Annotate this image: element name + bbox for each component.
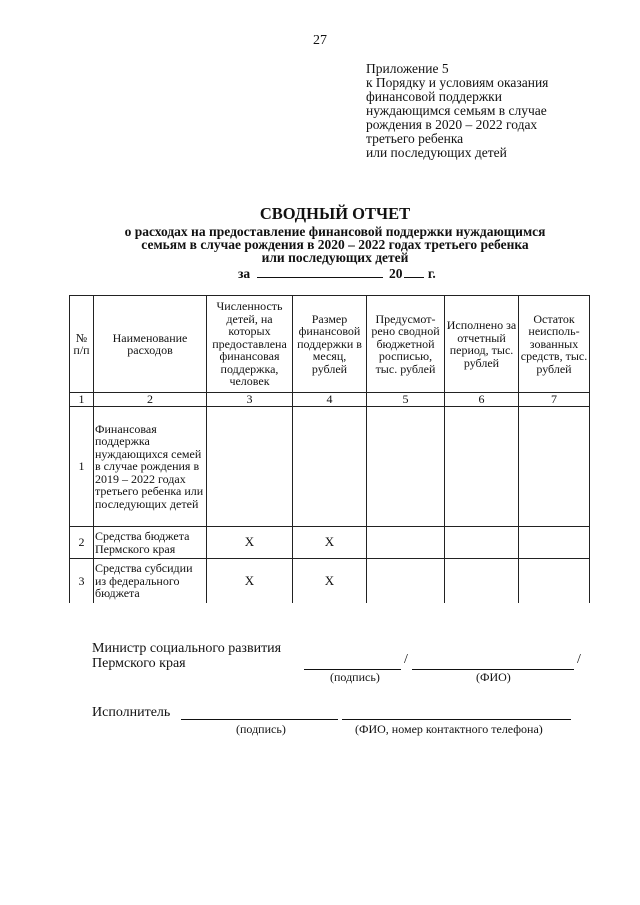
cell-remainder[interactable]: [519, 527, 590, 559]
cell-support-amount[interactable]: X: [293, 559, 367, 603]
row-number: 1: [70, 407, 94, 527]
column-number: 6: [445, 393, 519, 407]
appendix-line: рождения в 2020 – 2022 годах: [366, 117, 538, 132]
header-cell: Численность детей, на которых предоставлена финансовая поддержка, человек: [207, 296, 293, 393]
header-cell: Предусмот-рено сводной бюджетной росписью, тыс. рублей: [367, 296, 445, 393]
separator-slash: /: [404, 652, 408, 667]
minister-signature-line[interactable]: [304, 655, 401, 670]
report-period: [238, 265, 436, 282]
appendix-line: финансовой поддержки: [366, 89, 502, 104]
cell-children-count[interactable]: X: [207, 559, 293, 603]
executor-signature-line[interactable]: [181, 705, 338, 720]
row-name: Финансовая поддержка нуждающихся семей в случае рождения в 2019 – 2022 годах третьего ребенка или последующих детей: [94, 407, 207, 527]
cell-support-amount[interactable]: [293, 407, 367, 527]
minister-fio-line[interactable]: [412, 655, 574, 670]
header-cell: Наименование расходов: [94, 296, 207, 393]
row-number: 3: [70, 559, 94, 603]
subtitle-line: о расходах на предоставление финансовой поддержки нуждающимся: [124, 224, 546, 239]
row-name: Средства субсидии из федерального бюджета: [94, 559, 207, 603]
cell-budget-planned[interactable]: [367, 559, 445, 603]
cell-remainder[interactable]: [519, 407, 590, 527]
appendix-line: или последующих детей: [366, 145, 507, 160]
minister-fio-label: (ФИО): [476, 670, 511, 684]
executor-label: Исполнитель: [92, 705, 171, 720]
period-year-prefix: 20: [388, 266, 403, 281]
table-header-row: [70, 296, 590, 393]
subtitle-line: или последующих детей: [261, 250, 409, 265]
row-number: 2: [70, 527, 94, 559]
separator-slash: /: [577, 652, 581, 667]
cell-children-count[interactable]: [207, 407, 293, 527]
column-number: 2: [94, 393, 207, 407]
page-number: 27: [313, 33, 327, 48]
table-row: [70, 527, 590, 559]
appendix-block: [366, 62, 616, 160]
header-cell: Размер финансовой поддержки в месяц, рублей: [293, 296, 367, 393]
executor-signature-label: (подпись): [236, 722, 286, 736]
column-number: 7: [519, 393, 590, 407]
minister-signature-label: (подпись): [330, 670, 380, 684]
cell-executed[interactable]: [445, 407, 519, 527]
executor-fio-line[interactable]: [342, 705, 571, 720]
appendix-line: Приложение 5: [366, 61, 449, 76]
cell-budget-planned[interactable]: [367, 407, 445, 527]
executor-fio-label: (ФИО, номер контактного телефона): [355, 722, 543, 736]
row-name: Средства бюджета Пермского края: [94, 527, 207, 559]
column-number-row: [70, 393, 590, 407]
appendix-line: к Порядку и условиям оказания: [366, 75, 549, 90]
column-number: 1: [70, 393, 94, 407]
subtitle-line: семьям в случае рождения в 2020 – 2022 годах третьего ребенка: [141, 237, 529, 252]
period-date-field[interactable]: [257, 265, 383, 278]
period-year-field[interactable]: [404, 265, 424, 278]
column-number: 4: [293, 393, 367, 407]
period-suffix: г.: [427, 266, 436, 281]
table-row: [70, 559, 590, 603]
minister-line: Министр социального развития: [92, 641, 282, 656]
cell-budget-planned[interactable]: [367, 527, 445, 559]
cell-support-amount[interactable]: X: [293, 527, 367, 559]
column-number: 5: [367, 393, 445, 407]
column-number: 3: [207, 393, 293, 407]
cell-executed[interactable]: [445, 527, 519, 559]
table-row: [70, 407, 590, 527]
appendix-line: нуждающимся семьям в случае: [366, 103, 547, 118]
period-prefix: за: [238, 266, 251, 281]
appendix-line: третьего ребенка: [366, 131, 464, 146]
report-table: [69, 295, 590, 603]
report-title: СВОДНЫЙ ОТЧЕТ: [259, 204, 411, 223]
minister-line: Пермского края: [92, 656, 186, 671]
header-cell: Исполнено за отчетный период, тыс. рублей: [445, 296, 519, 393]
cell-children-count[interactable]: X: [207, 527, 293, 559]
minister-title: [92, 641, 281, 671]
cell-executed[interactable]: [445, 559, 519, 603]
header-cell: № п/п: [70, 296, 94, 393]
header-cell: Остаток неисполь-зованных средств, тыс. рублей: [519, 296, 590, 393]
cell-remainder[interactable]: [519, 559, 590, 603]
report-subtitle: [0, 225, 640, 264]
